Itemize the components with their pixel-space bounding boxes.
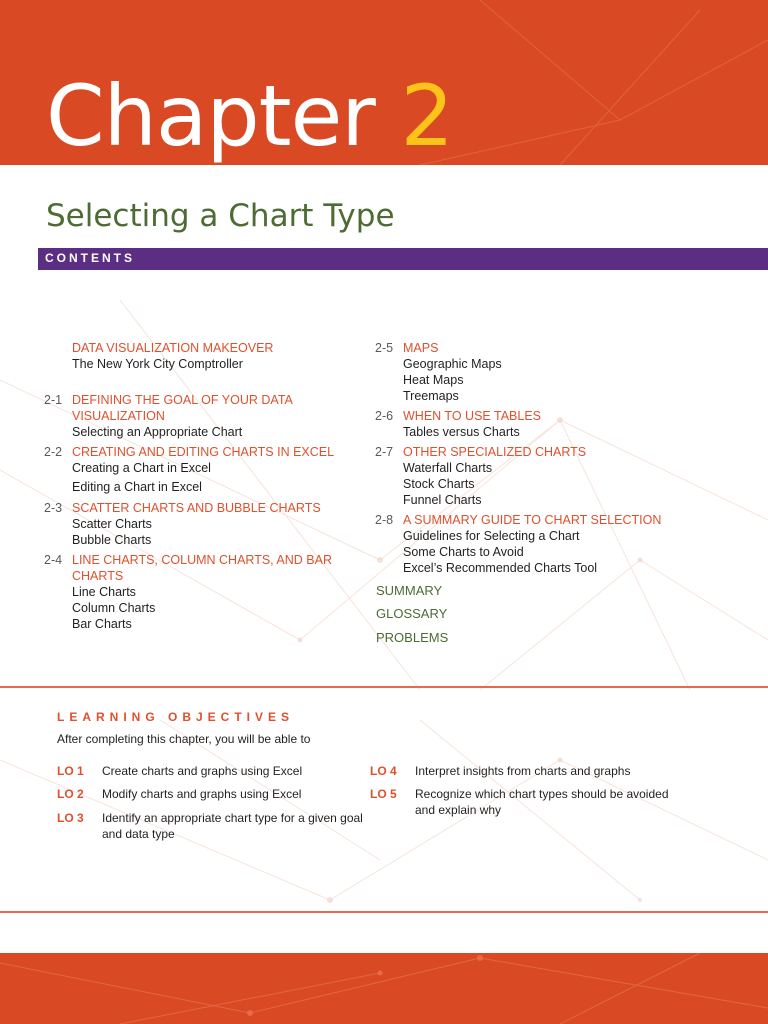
toc-subentry[interactable]: Stock Charts bbox=[403, 477, 475, 491]
chapter-word: Chapter bbox=[46, 67, 375, 165]
lo-code: LO 2 bbox=[57, 787, 84, 801]
toc-heading-cont[interactable]: CHARTS bbox=[72, 569, 124, 583]
toc-subentry[interactable]: Excel’s Recommended Charts Tool bbox=[403, 561, 598, 575]
toc-subentry[interactable]: Heat Maps bbox=[403, 373, 464, 387]
toc-number: 2-4 bbox=[44, 553, 63, 567]
toc-number: 2-3 bbox=[44, 501, 63, 515]
learning-objectives-intro: After completing this chapter, you will be able to bbox=[57, 732, 311, 746]
toc-subentry[interactable]: Bubble Charts bbox=[72, 533, 152, 547]
section-divider bbox=[0, 911, 768, 913]
toc-number: 2-2 bbox=[44, 445, 63, 459]
lo-text: Identify an appropriate chart type for a given goal and data type bbox=[102, 811, 363, 841]
chapter-number: 2 bbox=[400, 67, 453, 165]
lo-text: Recognize which chart types should be avoided and explain why bbox=[415, 787, 669, 817]
toc-subentry[interactable]: Some Charts to Avoid bbox=[403, 545, 524, 559]
lo-code: LO 4 bbox=[370, 764, 397, 778]
toc-subentry[interactable]: Selecting an Appropriate Chart bbox=[72, 425, 243, 439]
toc-heading[interactable]: DATA VISUALIZATION MAKEOVER bbox=[72, 341, 274, 355]
toc-heading[interactable]: WHEN TO USE TABLES bbox=[403, 409, 542, 423]
toc-summary[interactable]: SUMMARY bbox=[376, 583, 443, 598]
lo-text: Interpret insights from charts and graphs bbox=[415, 764, 631, 778]
section-divider bbox=[0, 686, 768, 688]
toc-number: 2-1 bbox=[44, 393, 63, 407]
toc-problems[interactable]: PROBLEMS bbox=[376, 630, 449, 645]
learning-objectives-heading: LEARNING OBJECTIVES bbox=[57, 710, 295, 724]
chapter-banner bbox=[0, 0, 768, 165]
lo-text: Create charts and graphs using Excel bbox=[102, 764, 303, 778]
chapter-heading bbox=[46, 67, 453, 165]
lo-code: LO 1 bbox=[57, 764, 84, 778]
toc-subentry[interactable]: Editing a Chart in Excel bbox=[72, 480, 202, 494]
chapter-title: Selecting a Chart Type bbox=[46, 198, 395, 234]
lo-code: LO 3 bbox=[57, 811, 84, 825]
contents-bar bbox=[38, 248, 768, 270]
toc-heading[interactable]: CREATING AND EDITING CHARTS IN EXCEL bbox=[72, 445, 335, 459]
toc-heading[interactable]: OTHER SPECIALIZED CHARTS bbox=[403, 445, 587, 459]
toc-subentry[interactable]: Scatter Charts bbox=[72, 517, 152, 531]
toc-heading-cont[interactable]: VISUALIZATION bbox=[72, 409, 165, 423]
toc-number: 2-8 bbox=[375, 513, 394, 527]
toc-heading[interactable]: SCATTER CHARTS AND BUBBLE CHARTS bbox=[72, 501, 321, 515]
toc-subentry[interactable]: Column Charts bbox=[72, 601, 156, 615]
toc-subentry[interactable]: Creating a Chart in Excel bbox=[72, 461, 211, 475]
toc-heading[interactable]: LINE CHARTS, COLUMN CHARTS, AND BAR bbox=[72, 553, 333, 567]
toc-heading[interactable]: MAPS bbox=[403, 341, 439, 355]
toc-subentry[interactable]: Guidelines for Selecting a Chart bbox=[403, 529, 580, 543]
toc-subentry[interactable]: Waterfall Charts bbox=[403, 461, 493, 475]
toc-number: 2-5 bbox=[375, 341, 394, 355]
toc-subentry[interactable]: Treemaps bbox=[403, 389, 459, 403]
footer-banner bbox=[0, 953, 768, 1024]
toc-number: 2-7 bbox=[375, 445, 394, 459]
toc-subentry[interactable]: Bar Charts bbox=[72, 617, 132, 631]
toc-subentry[interactable]: Geographic Maps bbox=[403, 357, 502, 371]
toc-subentry[interactable]: Tables versus Charts bbox=[403, 425, 520, 439]
footer-network-graphic bbox=[0, 953, 768, 1024]
toc-number: 2-6 bbox=[375, 409, 394, 423]
toc-heading[interactable]: DEFINING THE GOAL OF YOUR DATA bbox=[72, 393, 293, 407]
contents-label: CONTENTS bbox=[45, 251, 135, 265]
toc-subentry[interactable]: Line Charts bbox=[72, 585, 136, 599]
toc-subentry[interactable]: Funnel Charts bbox=[403, 493, 482, 507]
toc-subentry[interactable]: The New York City Comptroller bbox=[72, 357, 243, 371]
lo-text: Modify charts and graphs using Excel bbox=[102, 787, 302, 801]
toc-heading[interactable]: A SUMMARY GUIDE TO CHART SELECTION bbox=[403, 513, 662, 527]
toc-glossary[interactable]: GLOSSARY bbox=[376, 606, 448, 621]
lo-code: LO 5 bbox=[370, 787, 397, 801]
